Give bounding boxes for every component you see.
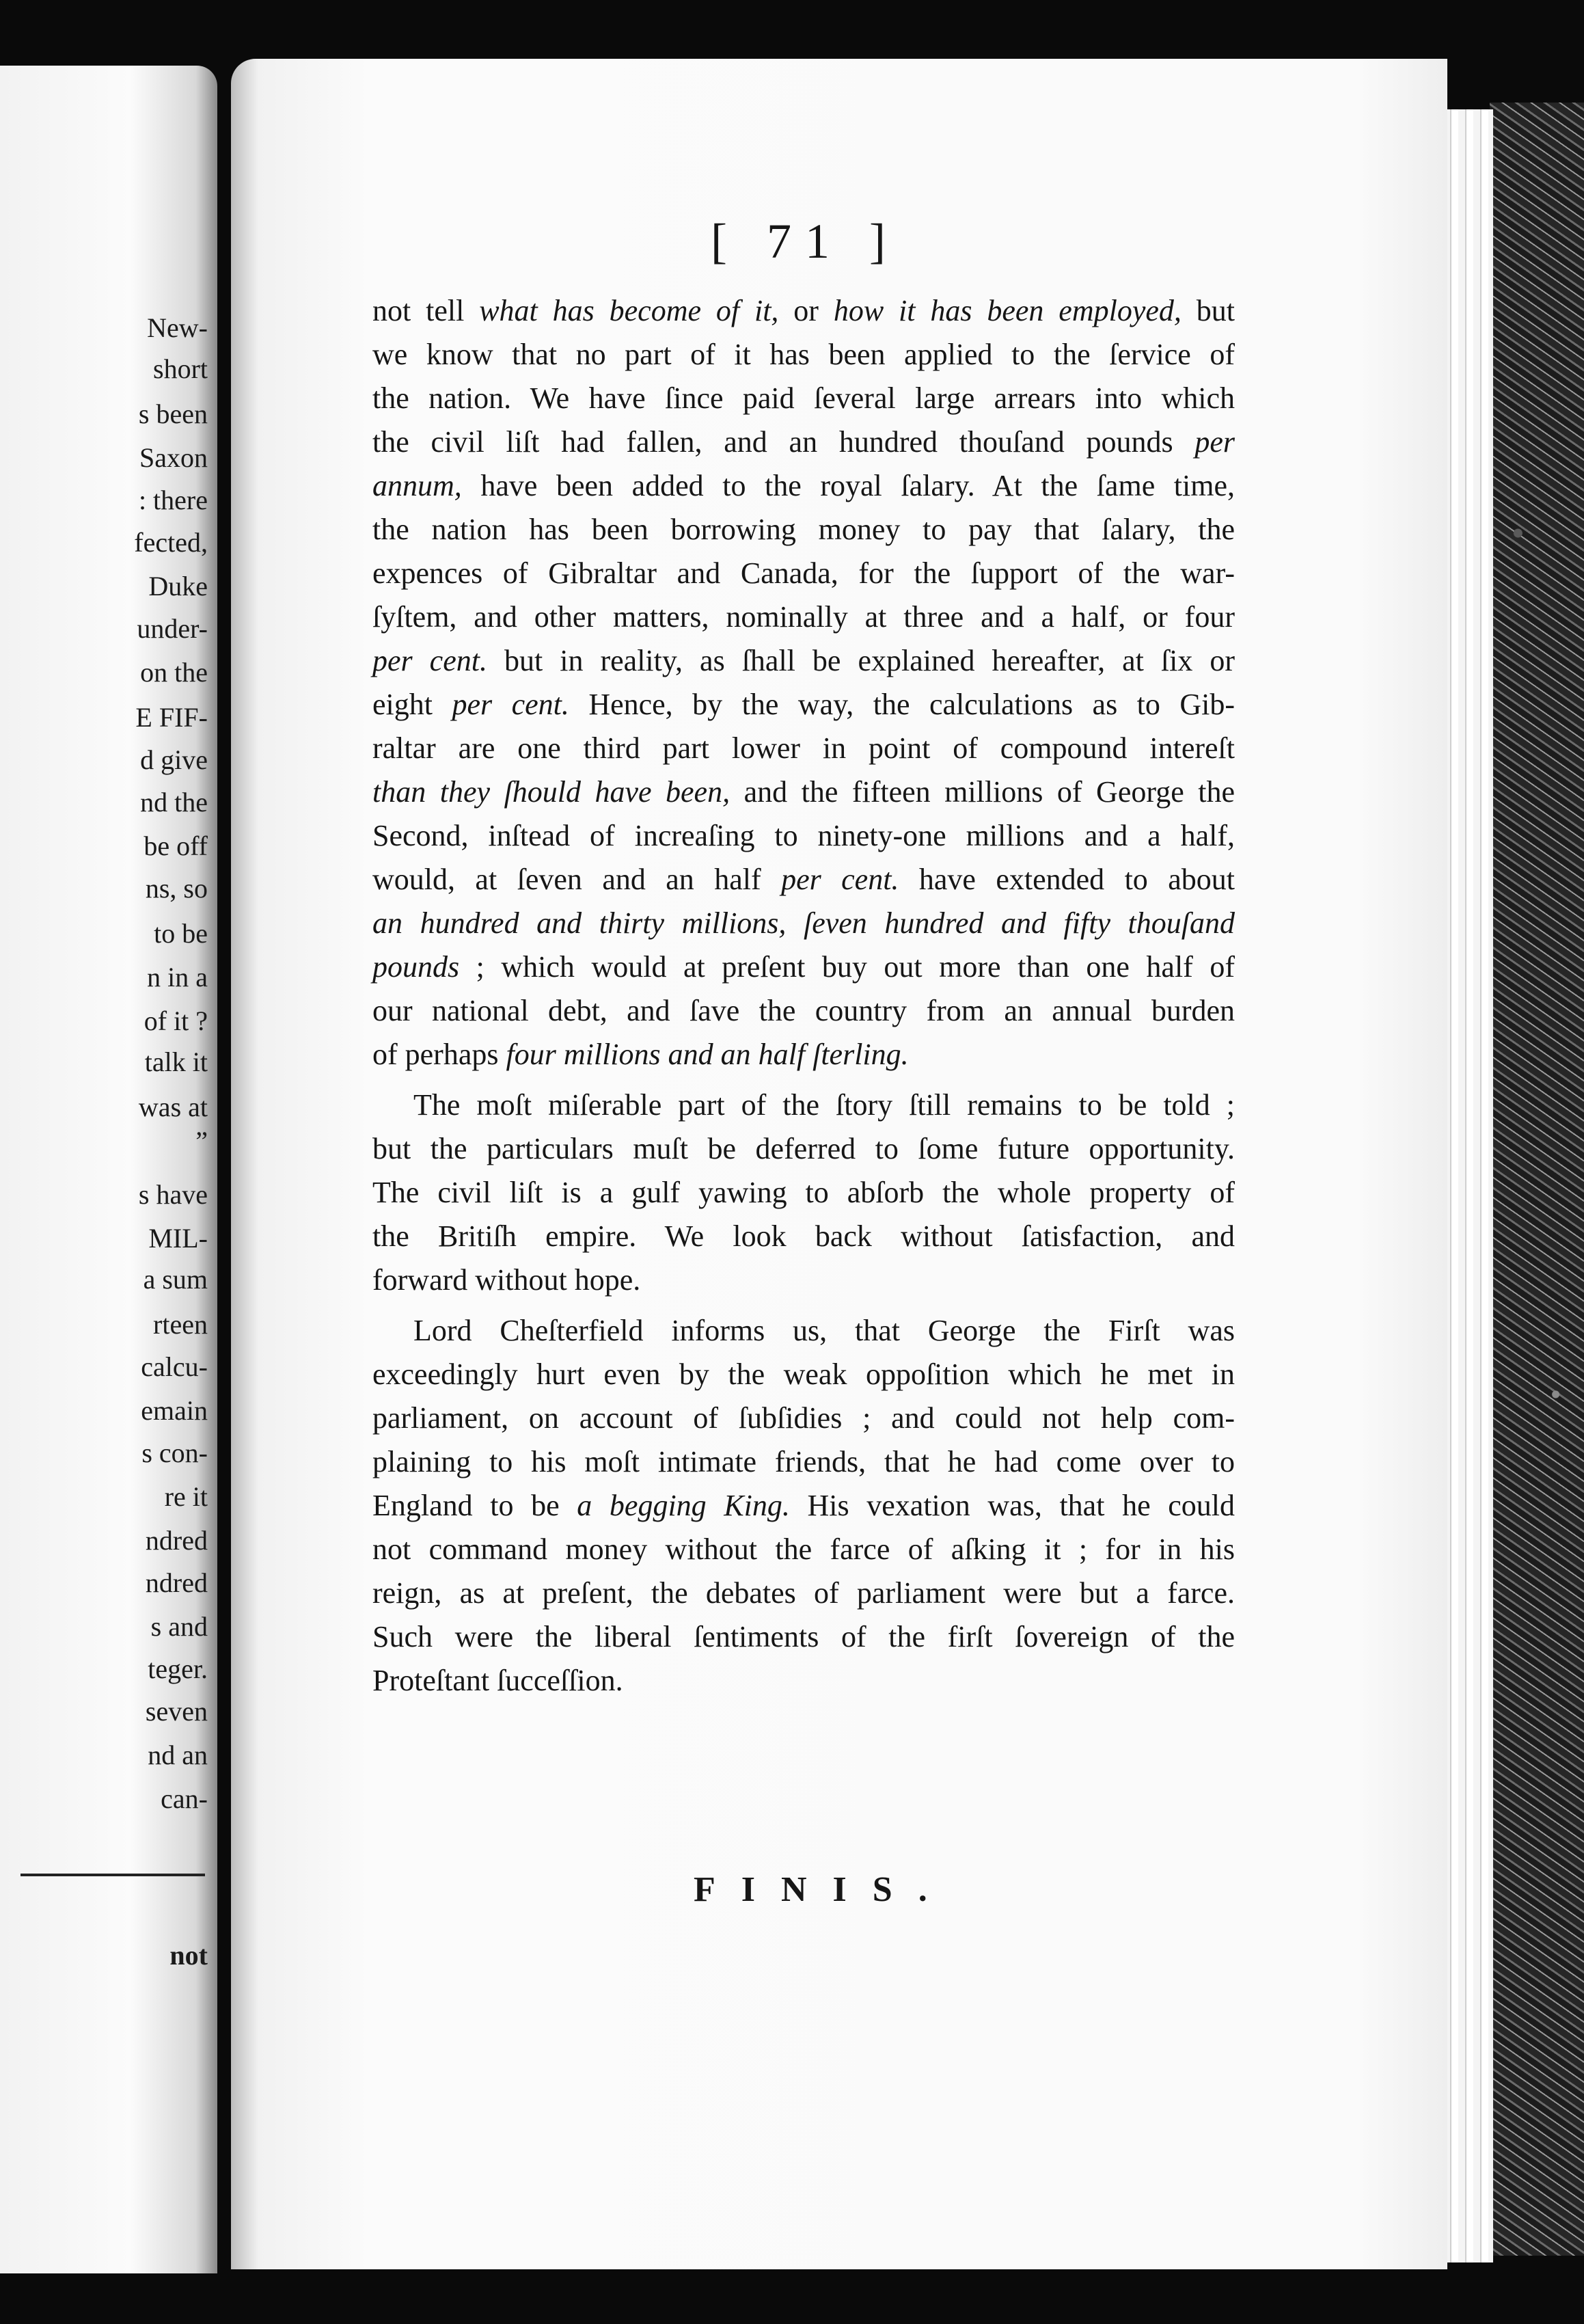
facing-page-line: s and — [150, 1611, 208, 1642]
text-line: not command money without the farce of aſking it ; for in his — [372, 1532, 1235, 1566]
facing-page-line: Duke — [148, 571, 208, 602]
text-line: Proteſtant ſucceſſion. — [372, 1664, 623, 1697]
text-line: ſyſtem, and other matters, nominally at three and a half, or four — [372, 600, 1235, 634]
text-line: an hundred and thirty millions, ſeven hundred and fifty thouſand — [372, 906, 1235, 940]
text-line: the nation has been borrowing money to pay that ſalary, the — [372, 513, 1235, 546]
text-line: Second, inſtead of increaſing to ninety-one millions and a half, — [372, 819, 1235, 852]
facing-page-line: emain — [141, 1395, 208, 1426]
facing-page-line: teger. — [148, 1653, 208, 1684]
facing-page — [0, 66, 217, 2273]
text-line: the nation. We have ſince paid ſeveral large arrears into which — [372, 381, 1235, 415]
facing-page-line: be off — [144, 830, 208, 861]
facing-page-line: on the — [140, 657, 208, 688]
facing-page-line: nd an — [148, 1740, 208, 1770]
text-line: we know that no part of it has been applied to the ſervice of — [372, 338, 1235, 371]
text-line: per cent. but in reality, as ſhall be explained hereafter, at ſix or — [372, 644, 1235, 677]
text-line: our national debt, and ſave the country from an annual burden — [372, 994, 1235, 1027]
facing-page-line: to be — [154, 918, 208, 949]
text-line: Lord Cheſterfield informs us, that George the Firſt was — [413, 1314, 1235, 1347]
facing-page-line: n in a — [147, 962, 208, 992]
facing-page-line: New- — [147, 312, 208, 343]
catchword: not — [169, 1940, 208, 1971]
text-line: not tell what has become of it, or how it has been employed, but — [372, 294, 1235, 327]
text-line: The moſt miſerable part of the ſtory ſtill remains to be told ; — [413, 1088, 1235, 1122]
text-line: reign, as at preſent, the debates of parliament were but a farce. — [372, 1576, 1235, 1610]
facing-page-line: ns, so — [145, 873, 208, 904]
text-line: plaining to his moſt intimate friends, that he had come over to — [372, 1445, 1235, 1478]
facing-page-line: can- — [161, 1783, 208, 1814]
text-line: but the particulars muſt be deferred to ſome future opportunity. — [372, 1132, 1235, 1165]
facing-page-line: talk it — [144, 1046, 208, 1077]
facing-page-line: d give — [140, 744, 208, 775]
facing-page-line: Saxon — [139, 442, 208, 473]
page-number: [ 71 ] — [711, 214, 899, 269]
text-line: annum, have been added to the royal ſalary. At the ſame time, — [372, 469, 1235, 502]
text-line: eight per cent. Hence, by the way, the calculations as to Gib- — [372, 688, 1235, 721]
facing-page-line: ” — [195, 1126, 208, 1157]
facing-page-line: a sum — [143, 1264, 208, 1295]
text-line: than they ſhould have been, and the fifteen millions of George the — [372, 775, 1235, 809]
facing-page-line: s been — [138, 398, 208, 429]
facing-page-line: under- — [137, 613, 208, 644]
facing-page-line: was at — [138, 1092, 208, 1122]
text-line: of perhaps four millions and an half ſterling. — [372, 1038, 909, 1071]
facing-page-line: calcu- — [141, 1351, 208, 1382]
facing-page-line: s con- — [141, 1437, 208, 1468]
text-line: parliament, on account of ſubſidies ; and could not help com- — [372, 1401, 1235, 1435]
facing-page-line: s have — [138, 1179, 208, 1210]
text-line: raltar are one third part lower in point of compound intereſt — [372, 731, 1235, 765]
facing-page-line: rteen — [153, 1309, 208, 1340]
facing-page-line: MIL- — [148, 1223, 208, 1254]
facing-page-line: re it — [164, 1481, 208, 1512]
text-line: forward without hope. — [372, 1263, 641, 1297]
text-line: the Britiſh empire. We look back without ſatisfaction, and — [372, 1219, 1235, 1253]
finis: FINIS. — [694, 1870, 953, 1909]
text-line: would, at ſeven and an half per cent. have extended to about — [372, 863, 1235, 896]
facing-page-line: ndred — [145, 1525, 208, 1556]
facing-page-line: ndred — [145, 1567, 208, 1598]
facing-page-line: seven — [145, 1696, 208, 1727]
text-line: pounds ; which would at preſent buy out more than one half of — [372, 950, 1235, 984]
facing-page-line: of it ? — [144, 1005, 208, 1036]
facing-page-line: nd the — [140, 787, 208, 818]
marbled-cover — [1490, 103, 1584, 2256]
text-line: expences of Gibraltar and Canada, for the ſupport of the war- — [372, 556, 1235, 590]
facing-page-line: fected, — [134, 527, 208, 558]
footnote-rule — [21, 1874, 205, 1876]
facing-page-line: : there — [138, 485, 208, 515]
text-line: exceedingly hurt even by the weak oppoſition which he met in — [372, 1357, 1235, 1391]
text-line: England to be a begging King. His vexation was, that he could — [372, 1489, 1235, 1522]
text-line: the civil liſt had fallen, and an hundred thouſand pounds per — [372, 425, 1235, 459]
facing-page-line: short — [153, 353, 208, 384]
facing-page-line: E FIF- — [135, 702, 208, 733]
text-line: The civil liſt is a gulf yawing to abſorb the whole property of — [372, 1176, 1235, 1209]
text-line: Such were the liberal ſentiments of the firſt ſovereign of the — [372, 1620, 1235, 1653]
